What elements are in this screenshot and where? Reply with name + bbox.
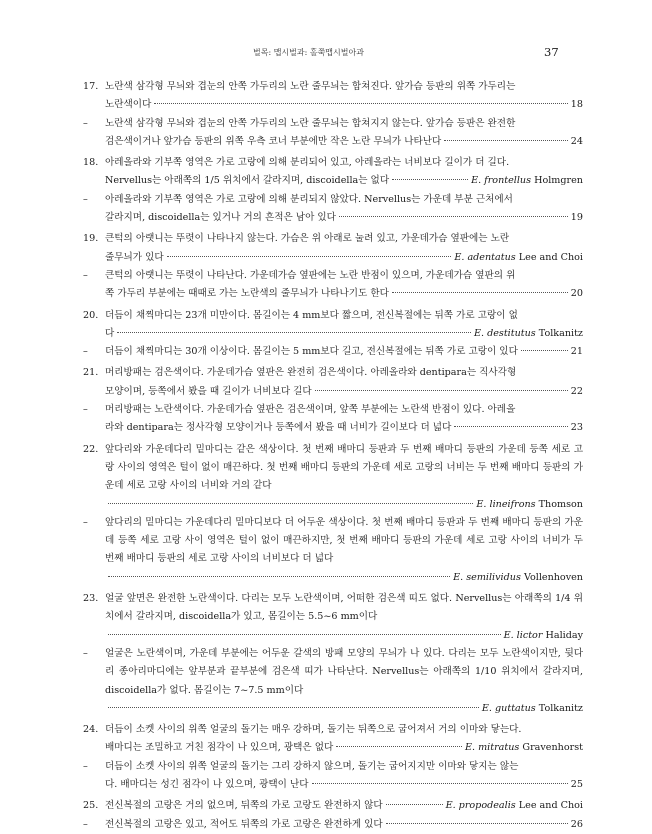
couplet-marker: – xyxy=(83,269,88,281)
entry-lead-line xyxy=(105,343,583,361)
entry-lead-line xyxy=(105,133,583,151)
header-title: 벌목: 맵시벌과: 홀쭉맵시벌아과 xyxy=(253,48,364,57)
entry-lead-line xyxy=(105,739,583,757)
dot-leader xyxy=(167,256,452,257)
entry-lead-line xyxy=(105,816,583,834)
entry-text: 더듬이 소켓 사이의 위쪽 얼굴의 돌기는 그리 강하지 않으며, 돌기는 굽어지지만 이마와 닿지는 않는 xyxy=(105,760,519,772)
entry-text: 더듬이 채찍마디는 23개 미만이다. 몸길이는 4 mm보다 짧으며, 전신복절에는 뒤쪽 가로 고랑이 없 xyxy=(105,309,518,321)
species-author: Lee and Choi xyxy=(518,251,583,263)
dot-leader xyxy=(336,746,462,747)
lead-text: 전신복절의 고랑은 거의 없으며, 뒤쪽의 가로 고랑도 완전하지 않다 xyxy=(105,800,383,812)
species-name: E. guttatus xyxy=(481,702,536,714)
entry-lead-line xyxy=(105,285,583,303)
dot-leader xyxy=(108,707,479,708)
key-entry xyxy=(83,267,583,304)
species-name: E. frontellus xyxy=(471,175,532,187)
next-couplet-number: 20 xyxy=(570,288,583,300)
key-entry xyxy=(83,441,583,514)
next-couplet-number: 24 xyxy=(570,135,583,147)
lead-text: 노란색이다 xyxy=(105,99,152,111)
couplet-marker: – xyxy=(83,117,88,129)
species-name: E. mitratus xyxy=(464,742,520,754)
key-entry xyxy=(83,78,583,115)
lead-text: 배마디는 조밀하고 거친 점각이 나 있으며, 광택은 없다 xyxy=(105,742,334,754)
key-entry xyxy=(83,230,583,267)
species-author: Haliday xyxy=(545,629,583,641)
couplet-marker: 21. xyxy=(83,367,99,379)
entry-lead-line xyxy=(105,383,583,401)
lead-text: 검은색이거나 앞가슴 등판의 위쪽 우측 코너 부분에만 작은 노란 무늬가 나타난다 xyxy=(105,135,442,147)
key-entry xyxy=(83,343,583,361)
couplet-marker: – xyxy=(83,647,88,659)
couplet-marker: – xyxy=(83,516,88,528)
dot-leader xyxy=(386,823,568,824)
species-author: Vollenhoven xyxy=(523,571,583,583)
key-entry xyxy=(83,590,583,645)
species-result xyxy=(465,739,583,757)
key-entry xyxy=(83,401,583,438)
dot-leader xyxy=(108,576,450,577)
entry-text: 아레올라와 기부쪽 영역은 가로 고랑에 의해 분리되어 있고, 아레올라는 너비보다 길이가 더 길다. xyxy=(105,157,510,169)
species-name: E. adentatus xyxy=(454,251,516,263)
key-entry xyxy=(83,514,583,587)
species-name: E. lictor xyxy=(503,629,543,641)
species-name: E. lineifrons xyxy=(476,498,536,510)
key-entry xyxy=(83,115,583,152)
couplet-marker: 23. xyxy=(83,593,99,605)
lead-text: 라와 dentipara는 정사각형 모양이거나 등쪽에서 봤을 때 너비가 길이보다 더 넓다 xyxy=(105,422,452,434)
entry-lead-line xyxy=(105,96,583,114)
entry-text: 앞다리의 밑마디는 가운데다리 밑마디보다 더 어두운 색상이다. 첫 번째 배마디 등판과 두 번째 배마디 등판의 가운데 등쪽 세로 고랑 사이 영역은 털이 없이 매끈하지만, 첫 번째 배마디 등판의 가운데 세로 고랑 사이의 너비가 두 번째 배마디 등판의 세로 고랑 사이의 너비보다 더 넓다 xyxy=(105,516,583,565)
next-couplet-number: 19 xyxy=(570,212,583,224)
species-result xyxy=(446,797,583,815)
next-couplet-number: 22 xyxy=(570,385,583,397)
key-entry xyxy=(83,154,583,191)
entry-text: 노란색 삼각형 무늬와 겹눈의 안쪽 가두리의 노란 줄무늬는 합쳐진다. 앞가슴 등판의 위쪽 가두리는 xyxy=(105,81,516,92)
entry-lead-line xyxy=(105,419,583,437)
entry-lead-line xyxy=(105,249,583,267)
dot-leader xyxy=(117,332,471,333)
entry-lead-line xyxy=(105,209,583,227)
lead-text: 줄무늬가 있다 xyxy=(105,251,164,263)
entry-text: 머리방패는 노란색이다. 가운데가슴 옆판은 검은색이며, 앞쪽 부분에는 노란색 반점이 있다. 아레올 xyxy=(105,404,516,416)
species-result xyxy=(453,569,583,587)
couplet-marker: 25. xyxy=(83,800,99,812)
couplet-marker: 20. xyxy=(83,309,99,321)
species-result xyxy=(454,249,583,267)
dot-leader xyxy=(154,103,567,104)
species-author: Thomson xyxy=(538,498,583,510)
entry-text: 아레올라와 기부쪽 영역은 가로 고랑에 의해 분리되지 않았다. Nervellus는 가운데 부분 근처에서 xyxy=(105,193,513,205)
lead-text: 다. 배마디는 성긴 점각이 나 있으며, 광택이 난다 xyxy=(105,778,309,790)
key-entry xyxy=(83,364,583,401)
lead-text: 쪽 가두리 부분에는 때때로 가는 노란색의 줄무늬가 나타나기도 한다 xyxy=(105,288,389,300)
dot-leader xyxy=(521,350,568,351)
entry-text: 큰턱의 아랫니는 뚜렷이 나타난다. 가운데가슴 옆판에는 노란 반점이 있으며, 가운데가슴 옆판의 위 xyxy=(105,269,516,281)
species-author: Tolkanitz xyxy=(538,327,583,339)
dot-leader xyxy=(444,140,567,141)
entry-text: 얼굴 앞면은 완전한 노란색이다. 다리는 모두 노란색이며, 어떠한 검은색 띠도 없다. Nervellus는 아래쪽의 1/4 위치에서 갈라지며, discoidella가 있고, 몸길이는 5.5~6 mm이다 xyxy=(105,593,583,623)
species-author: Gravenhorst xyxy=(522,742,583,754)
couplet-marker: 18. xyxy=(83,157,99,169)
next-couplet-number: 26 xyxy=(570,818,583,830)
species-author: Tolkanitz xyxy=(538,702,583,714)
entry-lead-line xyxy=(105,325,583,343)
entry-lead-line xyxy=(105,700,583,718)
species-name: E. destitutus xyxy=(473,327,536,339)
key-entry xyxy=(83,307,583,344)
entry-lead-line xyxy=(105,569,583,587)
dot-leader xyxy=(312,783,568,784)
entry-text: 큰턱의 아랫니는 뚜렷이 나타나지 않는다. 가슴은 위 아래로 눌려 있고, 가운데가슴 옆판에는 노란 xyxy=(105,233,510,245)
species-result xyxy=(476,496,583,514)
dot-leader xyxy=(315,390,568,391)
entry-lead-line xyxy=(105,776,583,794)
couplet-marker: – xyxy=(83,760,88,772)
couplet-marker: – xyxy=(83,346,88,358)
next-couplet-number: 25 xyxy=(570,778,583,790)
running-header xyxy=(0,47,652,61)
key-entry xyxy=(83,758,583,795)
entry-text: 얼굴은 노란색이며, 가운데 부분에는 어두운 갈색의 방패 모양의 무늬가 나 있다. 다리는 모두 노란색이지만, 뒷다리 종아리마디에는 앞부분과 끝부분에 검은색 띠가 나타난다. Nervellus는 아래쪽의 1/10 위치에서 갈라지며, discoidella가 없다. 몸길이는 7~7.5 mm이다 xyxy=(105,647,583,696)
couplet-marker: 19. xyxy=(83,233,99,245)
next-couplet-number: 18 xyxy=(570,99,583,111)
couplet-marker: 24. xyxy=(83,724,99,736)
key-entry xyxy=(83,816,583,834)
entry-text: 노란색 삼각형 무늬와 겹눈의 안쪽 가두리의 노란 줄무늬는 합쳐지지 않는다. 앞가슴 등판은 완전한 xyxy=(105,117,516,129)
couplet-marker: – xyxy=(83,818,88,830)
species-author: Holmgren xyxy=(534,175,583,187)
dot-leader xyxy=(392,292,568,293)
species-result xyxy=(504,627,583,645)
key-entry xyxy=(83,645,583,718)
lead-text: 모양이며, 등쪽에서 봤을 때 길이가 너비보다 길다 xyxy=(105,385,312,397)
species-name: E. propodealis xyxy=(445,800,516,812)
dot-leader xyxy=(454,426,567,427)
entry-lead-line xyxy=(105,627,583,645)
identification-key xyxy=(83,78,583,834)
next-couplet-number: 23 xyxy=(570,422,583,434)
dot-leader xyxy=(339,216,568,217)
couplet-marker: – xyxy=(83,193,88,205)
species-result xyxy=(474,325,583,343)
lead-text: 더듬이 채찍마디는 30개 이상이다. 몸길이는 5 mm보다 길고, 전신복절에는 뒤쪽 가로 고랑이 있다 xyxy=(105,346,518,358)
entry-lead-line xyxy=(105,172,583,190)
entry-text: 앞다리와 가운데다리 밑마디는 같은 색상이다. 첫 번째 배마디 등판과 두 번째 배마디 등판의 가운데 등쪽 세로 고랑 사이의 영역은 털이 없이 매끈하다. 첫 번째 배마디 등판의 가운데 세로 고랑의 너비는 두 번째 배마디 등판의 가운데 세로 고랑 사이의 너비와 거의 같다 xyxy=(105,443,583,492)
couplet-marker: 22. xyxy=(83,443,99,455)
lead-text: 전신복절의 고랑은 있고, 적어도 뒤쪽의 가로 고랑은 완전하게 있다 xyxy=(105,818,383,830)
species-name: E. semilividus xyxy=(453,571,521,583)
page-number: 37 xyxy=(544,45,559,59)
next-couplet-number: 21 xyxy=(570,346,583,358)
dot-leader xyxy=(392,179,468,180)
key-entry xyxy=(83,797,583,815)
dot-leader xyxy=(108,634,501,635)
couplet-marker: – xyxy=(83,404,88,416)
entry-text: 머리방패는 검은색이다. 가운데가슴 옆판은 완전히 검은색이다. 아레올라와 dentipara는 직사각형 xyxy=(105,367,517,379)
lead-text: 갈라지며, discoidella는 있거나 거의 흔적은 남아 있다 xyxy=(105,212,336,224)
couplet-marker: 17. xyxy=(83,81,99,92)
lead-text: 다 xyxy=(105,327,115,339)
dot-leader xyxy=(386,804,443,805)
lead-text: Nervellus는 아래쪽의 1/5 위치에서 갈라지며, discoidella는 없다 xyxy=(105,175,390,187)
entry-text: 더듬이 소켓 사이의 위쪽 얼굴의 돌기는 매우 강하며, 돌기는 뒤쪽으로 굽어져서 거의 이마와 닿는다. xyxy=(105,724,522,736)
key-entry xyxy=(83,191,583,228)
species-result xyxy=(482,700,583,718)
species-result xyxy=(471,172,583,190)
entry-lead-line xyxy=(105,496,583,514)
entry-lead-line xyxy=(105,797,583,815)
key-entry xyxy=(83,721,583,758)
dot-leader xyxy=(108,503,473,504)
species-author: Lee and Choi xyxy=(518,800,583,812)
